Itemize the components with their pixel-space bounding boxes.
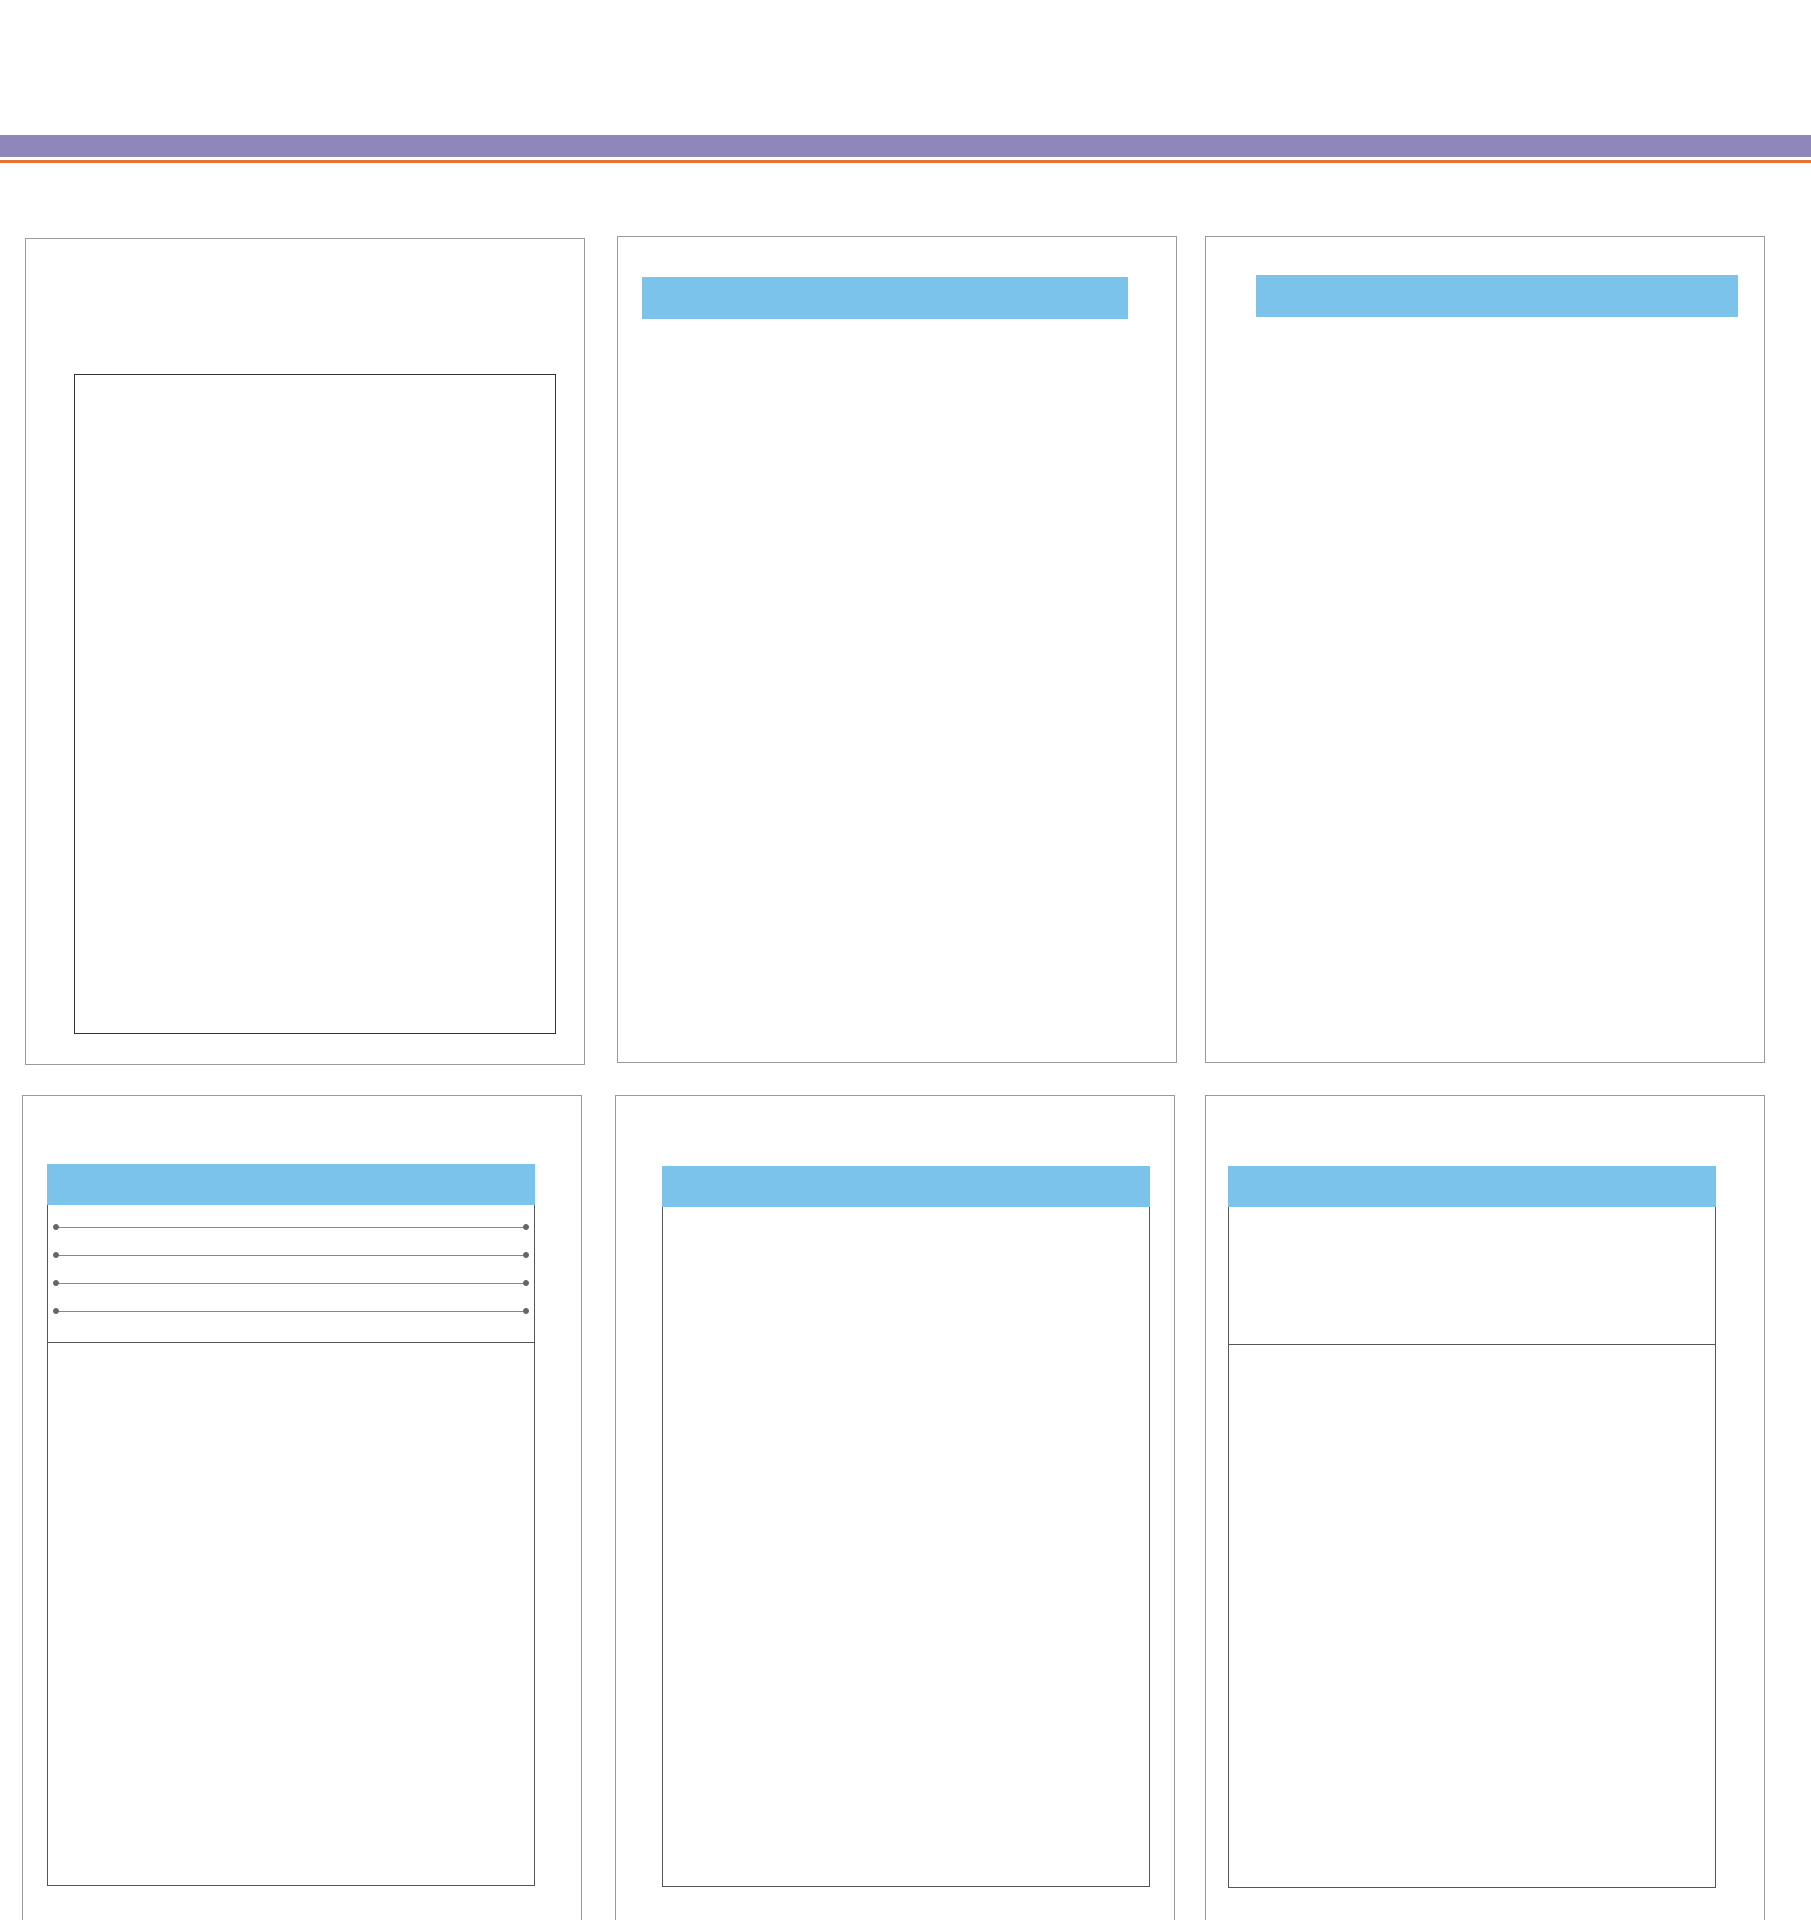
habit-tracker-page <box>1205 236 1765 1063</box>
calendar-body <box>662 1207 1150 1887</box>
weekday-header <box>1228 1166 1716 1207</box>
weekday-header <box>662 1166 1150 1207</box>
purple-band <box>0 135 1811 157</box>
line <box>56 1283 526 1284</box>
line <box>56 1311 526 1312</box>
goal-columns <box>618 237 1177 1063</box>
orange-rule <box>0 160 1811 163</box>
previous-month-lines <box>47 1205 535 1342</box>
habit-rainbow <box>1206 237 1765 1063</box>
line <box>56 1255 526 1256</box>
line <box>56 1227 526 1228</box>
first-week <box>1228 1207 1716 1344</box>
calendar-grid <box>1228 1344 1716 1888</box>
january-right-page <box>615 1095 1175 1920</box>
february-page <box>1205 1095 1765 1920</box>
important-dates-grid <box>74 374 556 1034</box>
calendar-grid <box>47 1342 535 1886</box>
important-dates-page <box>25 238 585 1065</box>
goals-page <box>617 236 1177 1063</box>
weekday-header <box>47 1164 535 1205</box>
january-left-page <box>22 1095 582 1920</box>
